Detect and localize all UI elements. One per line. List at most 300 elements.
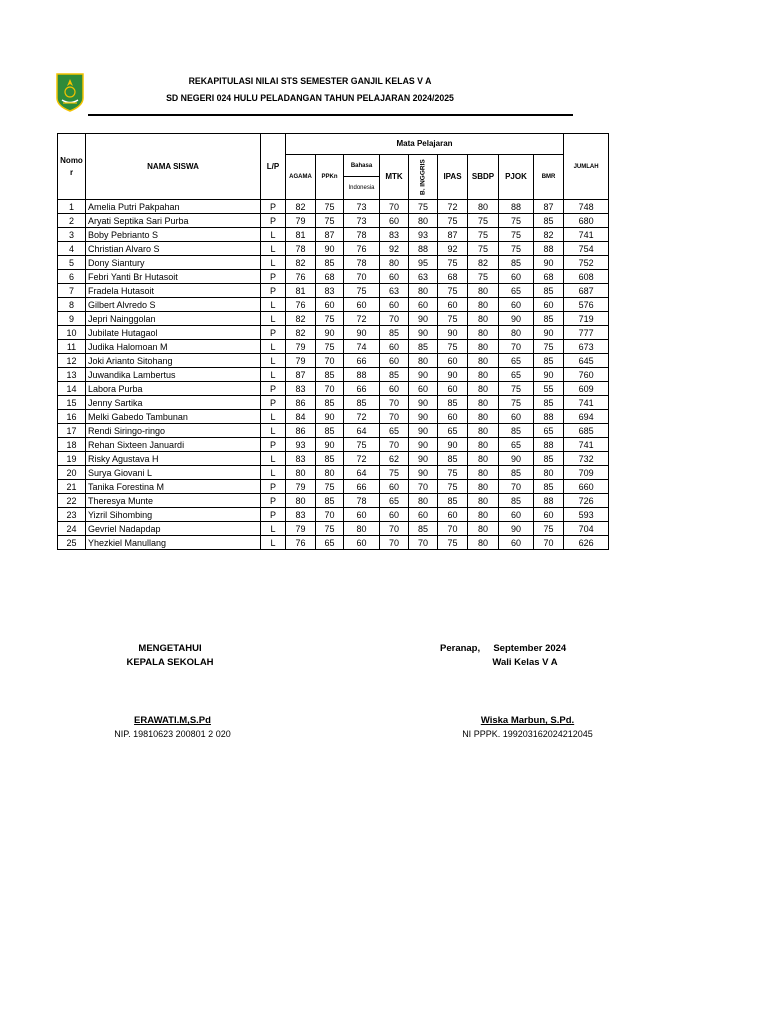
- cell-sbdp: 80: [468, 452, 499, 466]
- cell-sbdp: 80: [468, 200, 499, 214]
- header-sbdp: SBDP: [468, 155, 499, 200]
- cell-jumlah: 687: [564, 284, 609, 298]
- cell-bmr: 90: [534, 256, 564, 270]
- cell-nama: Judika Halomoan M: [86, 340, 261, 354]
- cell-sbdp: 75: [468, 228, 499, 242]
- table-row: [58, 494, 609, 508]
- cell-nomor: 25: [58, 536, 86, 550]
- cell-nomor: 11: [58, 340, 86, 354]
- cell-nama: Aryati Septika Sari Purba: [86, 214, 261, 228]
- cell-b-inggris: 93: [409, 228, 438, 242]
- cell-pjok: 60: [499, 270, 534, 284]
- cell-b-inggris: 60: [409, 298, 438, 312]
- cell-bmr: 65: [534, 424, 564, 438]
- cell-b-inggris: 60: [409, 508, 438, 522]
- cell-ppkn: 85: [316, 424, 344, 438]
- cell-ipas: 85: [438, 396, 468, 410]
- school-emblem-icon: [55, 72, 85, 112]
- cell-b-inggris: 95: [409, 256, 438, 270]
- table-row: [58, 466, 609, 480]
- cell-nama: Fradela Hutasoit: [86, 284, 261, 298]
- cell-agama: 79: [286, 480, 316, 494]
- cell-jumlah: 709: [564, 466, 609, 480]
- cell-b-inggris: 70: [409, 480, 438, 494]
- table-row: [58, 326, 609, 340]
- cell-b-inggris: 90: [409, 312, 438, 326]
- cell-b-inggris: 88: [409, 242, 438, 256]
- cell-lp: P: [261, 494, 286, 508]
- header-jumlah: JUMLAH: [564, 134, 609, 200]
- cell-nama: Gilbert Alvredo S: [86, 298, 261, 312]
- cell-agama: 86: [286, 424, 316, 438]
- cell-sbdp: 80: [468, 466, 499, 480]
- cell-pjok: 85: [499, 494, 534, 508]
- cell-bmr: 90: [534, 368, 564, 382]
- cell-agama: 81: [286, 228, 316, 242]
- cell-mtk: 65: [380, 424, 409, 438]
- cell-mtk: 60: [380, 214, 409, 228]
- cell-mtk: 60: [380, 270, 409, 284]
- cell-nama: Gevriel Nadapdap: [86, 522, 261, 536]
- cell-bmr: 68: [534, 270, 564, 284]
- cell-nama: Christian Alvaro S: [86, 242, 261, 256]
- cell-ipas: 75: [438, 340, 468, 354]
- cell-pjok: 90: [499, 312, 534, 326]
- cell-pjok: 60: [499, 298, 534, 312]
- cell-agama: 80: [286, 494, 316, 508]
- cell-bahasa-indonesia: 60: [344, 536, 380, 550]
- cell-nomor: 12: [58, 354, 86, 368]
- cell-agama: 82: [286, 256, 316, 270]
- cell-agama: 83: [286, 382, 316, 396]
- cell-b-inggris: 80: [409, 494, 438, 508]
- cell-bmr: 85: [534, 396, 564, 410]
- cell-pjok: 80: [499, 326, 534, 340]
- header-bmr: BMR: [534, 155, 564, 200]
- cell-sbdp: 82: [468, 256, 499, 270]
- cell-bahasa-indonesia: 78: [344, 228, 380, 242]
- cell-lp: P: [261, 438, 286, 452]
- cell-agama: 93: [286, 438, 316, 452]
- cell-bmr: 82: [534, 228, 564, 242]
- cell-mtk: 60: [380, 298, 409, 312]
- cell-nomor: 13: [58, 368, 86, 382]
- table-body: [58, 200, 609, 550]
- table-row: [58, 382, 609, 396]
- cell-b-inggris: 80: [409, 354, 438, 368]
- cell-bahasa-indonesia: 70: [344, 270, 380, 284]
- cell-pjok: 75: [499, 242, 534, 256]
- cell-pjok: 90: [499, 452, 534, 466]
- cell-ppkn: 75: [316, 312, 344, 326]
- cell-ipas: 70: [438, 522, 468, 536]
- cell-sbdp: 80: [468, 522, 499, 536]
- cell-ipas: 92: [438, 242, 468, 256]
- cell-lp: L: [261, 536, 286, 550]
- cell-nama: Dony Siantury: [86, 256, 261, 270]
- cell-sbdp: 80: [468, 284, 499, 298]
- cell-lp: L: [261, 298, 286, 312]
- cell-ipas: 60: [438, 410, 468, 424]
- cell-bmr: 55: [534, 382, 564, 396]
- cell-ipas: 60: [438, 354, 468, 368]
- cell-b-inggris: 90: [409, 410, 438, 424]
- header-nama-siswa: NAMA SISWA: [86, 134, 261, 200]
- cell-ppkn: 70: [316, 382, 344, 396]
- cell-bahasa-indonesia: 90: [344, 326, 380, 340]
- grades-table: [57, 133, 609, 550]
- cell-nama: Melki Gabedo Tambunan: [86, 410, 261, 424]
- header-ppkn: PPKn: [316, 155, 344, 200]
- cell-nomor: 17: [58, 424, 86, 438]
- header-nomor: [58, 134, 86, 200]
- principal-nip: NIP. 19810623 200801 2 020: [114, 729, 231, 739]
- cell-nomor: 7: [58, 284, 86, 298]
- cell-mtk: 60: [380, 382, 409, 396]
- cell-bahasa-indonesia: 78: [344, 256, 380, 270]
- table-row: [58, 312, 609, 326]
- cell-nomor: 14: [58, 382, 86, 396]
- cell-nama: Joki Arianto Sitohang: [86, 354, 261, 368]
- cell-pjok: 75: [499, 382, 534, 396]
- cell-nomor: 4: [58, 242, 86, 256]
- cell-lp: L: [261, 522, 286, 536]
- cell-jumlah: 680: [564, 214, 609, 228]
- cell-mtk: 92: [380, 242, 409, 256]
- cell-sbdp: 80: [468, 438, 499, 452]
- cell-lp: P: [261, 382, 286, 396]
- header-lp: L/P: [261, 134, 286, 200]
- cell-lp: P: [261, 396, 286, 410]
- cell-pjok: 60: [499, 508, 534, 522]
- header-bahasa: Bahasa: [344, 155, 380, 177]
- cell-ppkn: 87: [316, 228, 344, 242]
- cell-pjok: 65: [499, 438, 534, 452]
- cell-bmr: 85: [534, 354, 564, 368]
- cell-agama: 82: [286, 312, 316, 326]
- cell-ppkn: 83: [316, 284, 344, 298]
- cell-jumlah: 732: [564, 452, 609, 466]
- cell-mtk: 65: [380, 494, 409, 508]
- cell-pjok: 60: [499, 536, 534, 550]
- cell-ipas: 85: [438, 494, 468, 508]
- cell-nomor: 9: [58, 312, 86, 326]
- cell-sbdp: 80: [468, 480, 499, 494]
- cell-ppkn: 75: [316, 200, 344, 214]
- cell-mtk: 70: [380, 396, 409, 410]
- cell-ppkn: 90: [316, 242, 344, 256]
- cell-nomor: 8: [58, 298, 86, 312]
- cell-ppkn: 85: [316, 368, 344, 382]
- cell-pjok: 85: [499, 466, 534, 480]
- cell-jumlah: 593: [564, 508, 609, 522]
- cell-ppkn: 85: [316, 494, 344, 508]
- cell-b-inggris: 63: [409, 270, 438, 284]
- cell-sbdp: 80: [468, 396, 499, 410]
- cell-sbdp: 80: [468, 354, 499, 368]
- cell-nama: Yhezkiel Manullang: [86, 536, 261, 550]
- cell-nomor: 18: [58, 438, 86, 452]
- cell-bahasa-indonesia: 72: [344, 452, 380, 466]
- table-row: [58, 452, 609, 466]
- cell-lp: P: [261, 200, 286, 214]
- cell-bmr: 90: [534, 326, 564, 340]
- cell-b-inggris: 80: [409, 214, 438, 228]
- cell-b-inggris: 75: [409, 200, 438, 214]
- cell-mtk: 62: [380, 452, 409, 466]
- header-ipas: IPAS: [438, 155, 468, 200]
- cell-ppkn: 85: [316, 452, 344, 466]
- cell-mtk: 70: [380, 522, 409, 536]
- cell-nama: Jepri Nainggolan: [86, 312, 261, 326]
- cell-ipas: 90: [438, 368, 468, 382]
- cell-nomor: 24: [58, 522, 86, 536]
- cell-mtk: 80: [380, 256, 409, 270]
- cell-bahasa-indonesia: 73: [344, 214, 380, 228]
- cell-jumlah: 726: [564, 494, 609, 508]
- cell-bmr: 85: [534, 312, 564, 326]
- cell-jumlah: 704: [564, 522, 609, 536]
- cell-jumlah: 608: [564, 270, 609, 284]
- cell-nama: Jubilate Hutagaol: [86, 326, 261, 340]
- cell-sbdp: 80: [468, 382, 499, 396]
- table-header: [58, 134, 609, 200]
- cell-mtk: 70: [380, 312, 409, 326]
- cell-bahasa-indonesia: 60: [344, 298, 380, 312]
- cell-bmr: 70: [534, 536, 564, 550]
- cell-nomor: 1: [58, 200, 86, 214]
- cell-ppkn: 75: [316, 480, 344, 494]
- cell-bahasa-indonesia: 72: [344, 312, 380, 326]
- cell-lp: L: [261, 256, 286, 270]
- cell-mtk: 70: [380, 536, 409, 550]
- cell-pjok: 70: [499, 480, 534, 494]
- cell-bmr: 88: [534, 410, 564, 424]
- cell-pjok: 90: [499, 522, 534, 536]
- cell-b-inggris: 85: [409, 340, 438, 354]
- table-row: [58, 368, 609, 382]
- title-divider: [88, 114, 573, 116]
- cell-ipas: 75: [438, 536, 468, 550]
- cell-lp: P: [261, 284, 286, 298]
- place-date: Peranap, September 2024: [440, 643, 567, 654]
- cell-sbdp: 80: [468, 410, 499, 424]
- cell-sbdp: 75: [468, 270, 499, 284]
- cell-nomor: 6: [58, 270, 86, 284]
- cell-lp: L: [261, 424, 286, 438]
- cell-lp: L: [261, 228, 286, 242]
- cell-ppkn: 75: [316, 522, 344, 536]
- cell-bahasa-indonesia: 66: [344, 480, 380, 494]
- cell-nama: Labora Purba: [86, 382, 261, 396]
- cell-agama: 82: [286, 326, 316, 340]
- cell-lp: L: [261, 452, 286, 466]
- cell-bmr: 88: [534, 242, 564, 256]
- cell-bahasa-indonesia: 85: [344, 396, 380, 410]
- cell-nomor: 2: [58, 214, 86, 228]
- cell-sbdp: 80: [468, 340, 499, 354]
- cell-bmr: 75: [534, 522, 564, 536]
- cell-b-inggris: 60: [409, 382, 438, 396]
- cell-ppkn: 90: [316, 410, 344, 424]
- cell-mtk: 83: [380, 228, 409, 242]
- table-row: [58, 536, 609, 550]
- cell-pjok: 65: [499, 354, 534, 368]
- cell-nomor: 10: [58, 326, 86, 340]
- cell-nomor: 22: [58, 494, 86, 508]
- cell-ipas: 75: [438, 214, 468, 228]
- header-pjok: PJOK: [499, 155, 534, 200]
- cell-ipas: 85: [438, 452, 468, 466]
- cell-sbdp: 80: [468, 494, 499, 508]
- cell-lp: P: [261, 214, 286, 228]
- cell-pjok: 65: [499, 368, 534, 382]
- cell-nama: Surya Giovani L: [86, 466, 261, 480]
- table-row: [58, 438, 609, 452]
- cell-nama: Theresya Munte: [86, 494, 261, 508]
- cell-bmr: 85: [534, 284, 564, 298]
- cell-agama: 83: [286, 508, 316, 522]
- cell-bahasa-indonesia: 74: [344, 340, 380, 354]
- cell-ipas: 75: [438, 312, 468, 326]
- cell-sbdp: 80: [468, 536, 499, 550]
- cell-bmr: 87: [534, 200, 564, 214]
- cell-bmr: 75: [534, 340, 564, 354]
- cell-jumlah: 760: [564, 368, 609, 382]
- cell-nomor: 20: [58, 466, 86, 480]
- cell-sbdp: 75: [468, 214, 499, 228]
- cell-mtk: 70: [380, 200, 409, 214]
- cell-agama: 82: [286, 200, 316, 214]
- cell-nomor: 23: [58, 508, 86, 522]
- cell-bmr: 85: [534, 214, 564, 228]
- table-row: [58, 200, 609, 214]
- cell-bahasa-indonesia: 72: [344, 410, 380, 424]
- cell-jumlah: 576: [564, 298, 609, 312]
- cell-ppkn: 75: [316, 340, 344, 354]
- cell-b-inggris: 85: [409, 522, 438, 536]
- table-row: [58, 214, 609, 228]
- cell-agama: 79: [286, 354, 316, 368]
- cell-bahasa-indonesia: 78: [344, 494, 380, 508]
- cell-agama: 79: [286, 214, 316, 228]
- cell-sbdp: 80: [468, 326, 499, 340]
- cell-sbdp: 75: [468, 242, 499, 256]
- cell-lp: L: [261, 368, 286, 382]
- cell-b-inggris: 90: [409, 396, 438, 410]
- cell-agama: 78: [286, 242, 316, 256]
- cell-bahasa-indonesia: 80: [344, 522, 380, 536]
- cell-lp: P: [261, 270, 286, 284]
- table-row: [58, 354, 609, 368]
- cell-mtk: 60: [380, 480, 409, 494]
- table-row: [58, 340, 609, 354]
- cell-sbdp: 80: [468, 424, 499, 438]
- table-row: [58, 298, 609, 312]
- cell-lp: L: [261, 410, 286, 424]
- header-nomor-line2: r: [69, 167, 74, 177]
- cell-bmr: 88: [534, 494, 564, 508]
- cell-mtk: 60: [380, 340, 409, 354]
- cell-bahasa-indonesia: 64: [344, 424, 380, 438]
- table-row: [58, 522, 609, 536]
- cell-ipas: 65: [438, 424, 468, 438]
- cell-bmr: 60: [534, 298, 564, 312]
- cell-pjok: 88: [499, 200, 534, 214]
- cell-ipas: 60: [438, 382, 468, 396]
- cell-jumlah: 694: [564, 410, 609, 424]
- cell-pjok: 65: [499, 284, 534, 298]
- cell-agama: 81: [286, 284, 316, 298]
- cell-jumlah: 752: [564, 256, 609, 270]
- cell-agama: 79: [286, 522, 316, 536]
- cell-pjok: 75: [499, 214, 534, 228]
- cell-agama: 86: [286, 396, 316, 410]
- cell-mtk: 60: [380, 354, 409, 368]
- cell-ipas: 90: [438, 326, 468, 340]
- table-row: [58, 228, 609, 242]
- table-row: [58, 256, 609, 270]
- cell-agama: 83: [286, 452, 316, 466]
- cell-nama: Tanika Forestina M: [86, 480, 261, 494]
- cell-jumlah: 609: [564, 382, 609, 396]
- cell-bahasa-indonesia: 75: [344, 438, 380, 452]
- cell-bahasa-indonesia: 75: [344, 284, 380, 298]
- cell-jumlah: 719: [564, 312, 609, 326]
- cell-lp: L: [261, 312, 286, 326]
- cell-sbdp: 80: [468, 508, 499, 522]
- cell-ppkn: 70: [316, 508, 344, 522]
- cell-lp: P: [261, 508, 286, 522]
- cell-ppkn: 85: [316, 396, 344, 410]
- cell-mtk: 85: [380, 368, 409, 382]
- cell-jumlah: 741: [564, 228, 609, 242]
- cell-nama: Amelia Putri Pakpahan: [86, 200, 261, 214]
- cell-ipas: 72: [438, 200, 468, 214]
- cell-nama: Risky Agustava H: [86, 452, 261, 466]
- header-agama: AGAMA: [286, 155, 316, 200]
- cell-b-inggris: 90: [409, 326, 438, 340]
- cell-lp: P: [261, 326, 286, 340]
- cell-bahasa-indonesia: 60: [344, 508, 380, 522]
- cell-pjok: 60: [499, 410, 534, 424]
- cell-lp: L: [261, 354, 286, 368]
- cell-pjok: 85: [499, 424, 534, 438]
- wali-kelas-label: Wali Kelas V A: [492, 657, 558, 668]
- table-row: [58, 424, 609, 438]
- cell-ppkn: 68: [316, 270, 344, 284]
- table-row: [58, 480, 609, 494]
- teacher-name: Wiska Marbun, S.Pd.: [480, 715, 575, 726]
- cell-pjok: 85: [499, 256, 534, 270]
- principal-name: ERAWATI.M,S.Pd: [134, 715, 211, 726]
- cell-nama: Boby Pebrianto S: [86, 228, 261, 242]
- cell-bmr: 80: [534, 466, 564, 480]
- table-row: [58, 284, 609, 298]
- cell-sbdp: 80: [468, 312, 499, 326]
- cell-agama: 87: [286, 368, 316, 382]
- cell-ipas: 60: [438, 508, 468, 522]
- cell-agama: 80: [286, 466, 316, 480]
- cell-mtk: 75: [380, 466, 409, 480]
- cell-b-inggris: 80: [409, 284, 438, 298]
- cell-nomor: 19: [58, 452, 86, 466]
- cell-b-inggris: 90: [409, 368, 438, 382]
- cell-lp: L: [261, 340, 286, 354]
- cell-ipas: 75: [438, 480, 468, 494]
- cell-bmr: 60: [534, 508, 564, 522]
- table-row: [58, 396, 609, 410]
